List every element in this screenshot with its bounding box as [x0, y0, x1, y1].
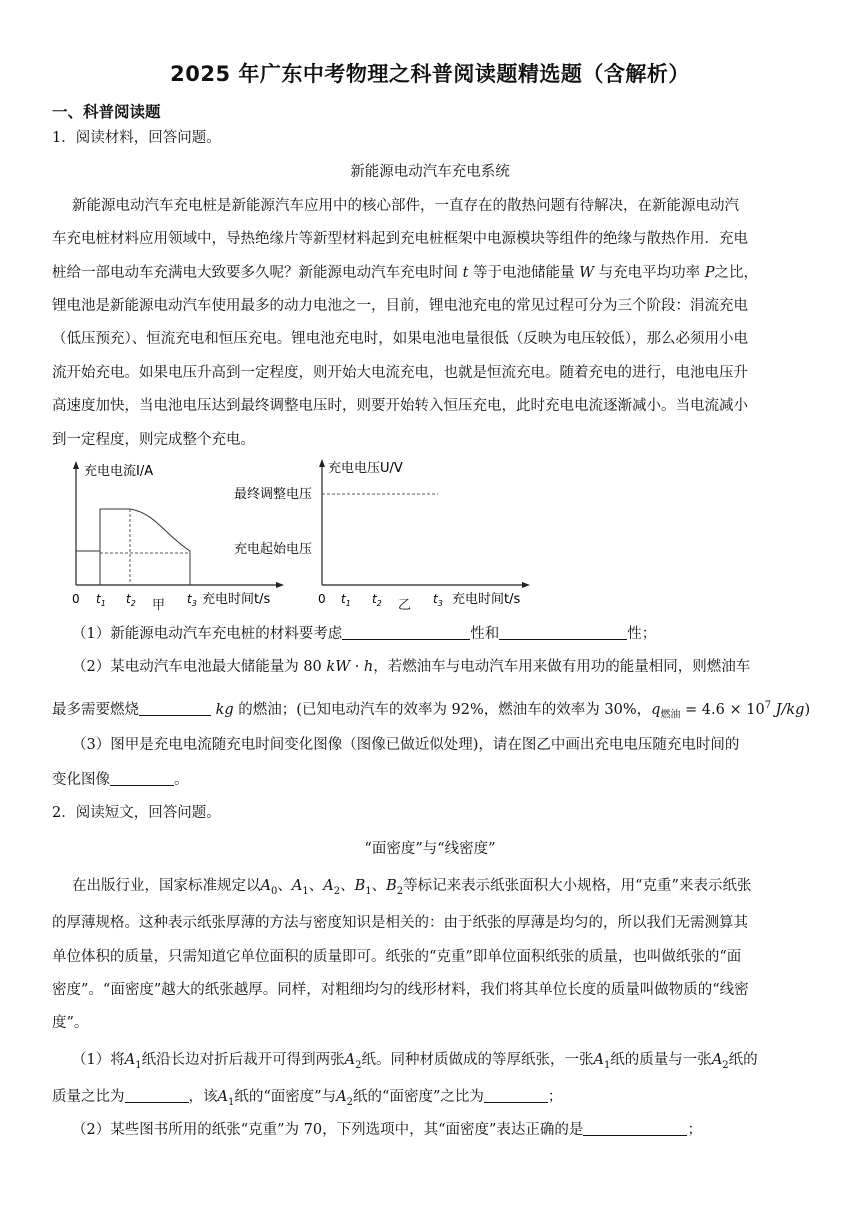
jia-t2-label: $t_2$	[126, 592, 136, 608]
q1-subquestion-1: （1）新能源电动汽车充电桩的材料要考虑 性和 性；	[72, 626, 657, 642]
q1-paragraph-line: 流开始充电。如果电压升高到一定程度，则开始大电流充电，也就是恒流充电。随着充电的进行，电池电压升	[52, 365, 748, 381]
jia-ylabel: 充电电流I/A	[84, 464, 154, 479]
yi-label-final-voltage: 最终调整电压	[234, 487, 313, 502]
answer-blank[interactable]	[499, 624, 627, 640]
q2-paragraph-line: 密度”。“面密度”越大的纸张越厚。同样，对粗细均匀的线形材料，我们将其单位长度的质量叫做物质的“线密	[52, 982, 749, 998]
q1-subquestion-3-cont: 变化图像 。	[52, 772, 189, 788]
q2-subquestion-2: （2）某些图书所用的纸张“克重”为 70，下列选项中，其“面密度”表达正确的是 ；	[72, 1122, 702, 1138]
q1-paragraph-line: 锂电池是新能源电动汽车使用最多的动力电池之一，目前，锂电池充电的常见过程可分为三个阶段：涓流充电	[52, 298, 748, 314]
jia-current-curve	[76, 509, 190, 585]
q2-subquestion-1-cont: 质量之比为 ，该$A_1$纸的“面密度”与$A_2$纸的“面密度”之比为 ；	[52, 1089, 563, 1108]
q1-paragraph-line: （低压预充）、恒流充电和恒压充电。锂电池充电时，如果电池电量很低（反映为电压较低），那么必须用小电	[52, 331, 748, 347]
yi-t3-label: $t_3$	[433, 592, 443, 608]
page-title: 2025 年广东中考物理之科普阅读题精选题（含解析）	[170, 62, 690, 86]
yi-x-arrow	[522, 582, 530, 588]
var-t: t	[462, 265, 469, 281]
jia-y-arrow	[73, 461, 79, 469]
q1-paragraph-line: 新能源电动汽车充电桩是新能源汽车应用中的核心部件，一直存在的散热问题有待解决，在新能源电动汽	[72, 198, 739, 214]
jia-origin: 0	[72, 592, 80, 606]
q2-intro: 2．阅读短文，回答问题。	[52, 805, 221, 821]
q2-paragraph-line: 在出版行业，国家标准规定以$A_0$、$A_1$、$A_2$、$B_1$、$B_2$等标记来表示纸张面积大小规格，用“克重”来表示纸张	[72, 878, 752, 897]
q1-paragraph-line: 到一定程度，则完成整个充电。	[52, 432, 255, 448]
var-W: W	[579, 265, 595, 281]
jia-t3-label: $t_3$	[187, 592, 197, 608]
yi-t1-label: $t_1$	[341, 592, 351, 608]
yi-caption: 乙	[398, 598, 412, 613]
yi-t2-label: $t_2$	[372, 592, 382, 608]
answer-blank[interactable]	[342, 624, 470, 640]
q1-intro: 1．阅读材料，回答问题。	[52, 130, 221, 146]
answer-blank[interactable]	[484, 1087, 548, 1103]
yi-xlabel: 充电时间t/s	[452, 592, 521, 607]
yi-y-arrow	[319, 459, 325, 467]
q2-paragraph-line: 度”。	[52, 1015, 89, 1031]
q1-paragraph-line: 高速度加快，当电池电压达到最终调整电压时，则要开始转入恒压充电，此时充电电流逐渐减小。当电流减小	[52, 398, 748, 414]
answer-blank[interactable]	[125, 1087, 189, 1103]
jia-t1-label: $t_1$	[96, 592, 106, 608]
answer-blank[interactable]	[139, 700, 211, 716]
q2-subquestion-1: （1）将$A_1$纸沿长边对折后裁开可得到两张$A_2$纸。同种材质做成的等厚纸张，一张$A_1$纸的质量与一张$A_2$纸的	[72, 1052, 758, 1071]
yi-ylabel: 充电电压U/V	[328, 461, 403, 476]
q1-article-title: 新能源电动汽车充电系统	[350, 164, 510, 180]
jia-caption: 甲	[152, 598, 166, 613]
answer-blank[interactable]	[583, 1120, 687, 1136]
q1-paragraph-line: 桩给一部电动车充满电大致要多久呢？新能源电动汽车充电时间 t 等于电池储能量 W 与充电平均功率 P之比，	[52, 265, 759, 281]
answer-blank[interactable]	[110, 770, 174, 786]
q1-subquestion-2: （2）某电动汽车电池最大储能量为 80 kW · h，若燃油车与电动汽车用来做有用功的能量相同，则燃油车	[72, 659, 751, 675]
section-heading: 一、科普阅读题	[52, 103, 161, 121]
q2-paragraph-line: 单位体积的质量，只需知道它单位面积的质量即可。纸张的“克重”即单位面积纸张的质量，也叫做纸张的“面	[52, 949, 742, 965]
q2-article-title: “面密度”与“线密度”	[364, 841, 496, 857]
jia-xlabel: 充电时间t/s	[202, 592, 271, 607]
yi-label-start-voltage: 充电起始电压	[234, 542, 313, 557]
figure-yi	[228, 455, 538, 619]
q1-paragraph-line: 车充电桩材料应用领域中，导热绝缘片等新型材料起到充电桩框架中电源模块等组件的绝缘与散热作用．充电	[52, 231, 748, 247]
q2-paragraph-line: 的厚薄规格。这种表示纸张厚薄的方法与密度知识是相关的：由于纸张的厚薄是均匀的，所以我们无需测算其	[52, 915, 748, 931]
yi-origin: 0	[318, 592, 326, 606]
q1-subquestion-3: （3）图甲是充电电流随充电时间变化图像（图像已做近似处理)，请在图乙中画出充电电压随充电时间的	[72, 737, 740, 753]
q1-subquestion-2-cont: 最多需要燃烧 kg 的燃油；(已知电动汽车的效率为 92%，燃油车的效率为 30%，$q_{燃油} = 4.6 \times 10^7$ J/kg)	[52, 700, 811, 721]
var-P: P	[704, 265, 715, 281]
